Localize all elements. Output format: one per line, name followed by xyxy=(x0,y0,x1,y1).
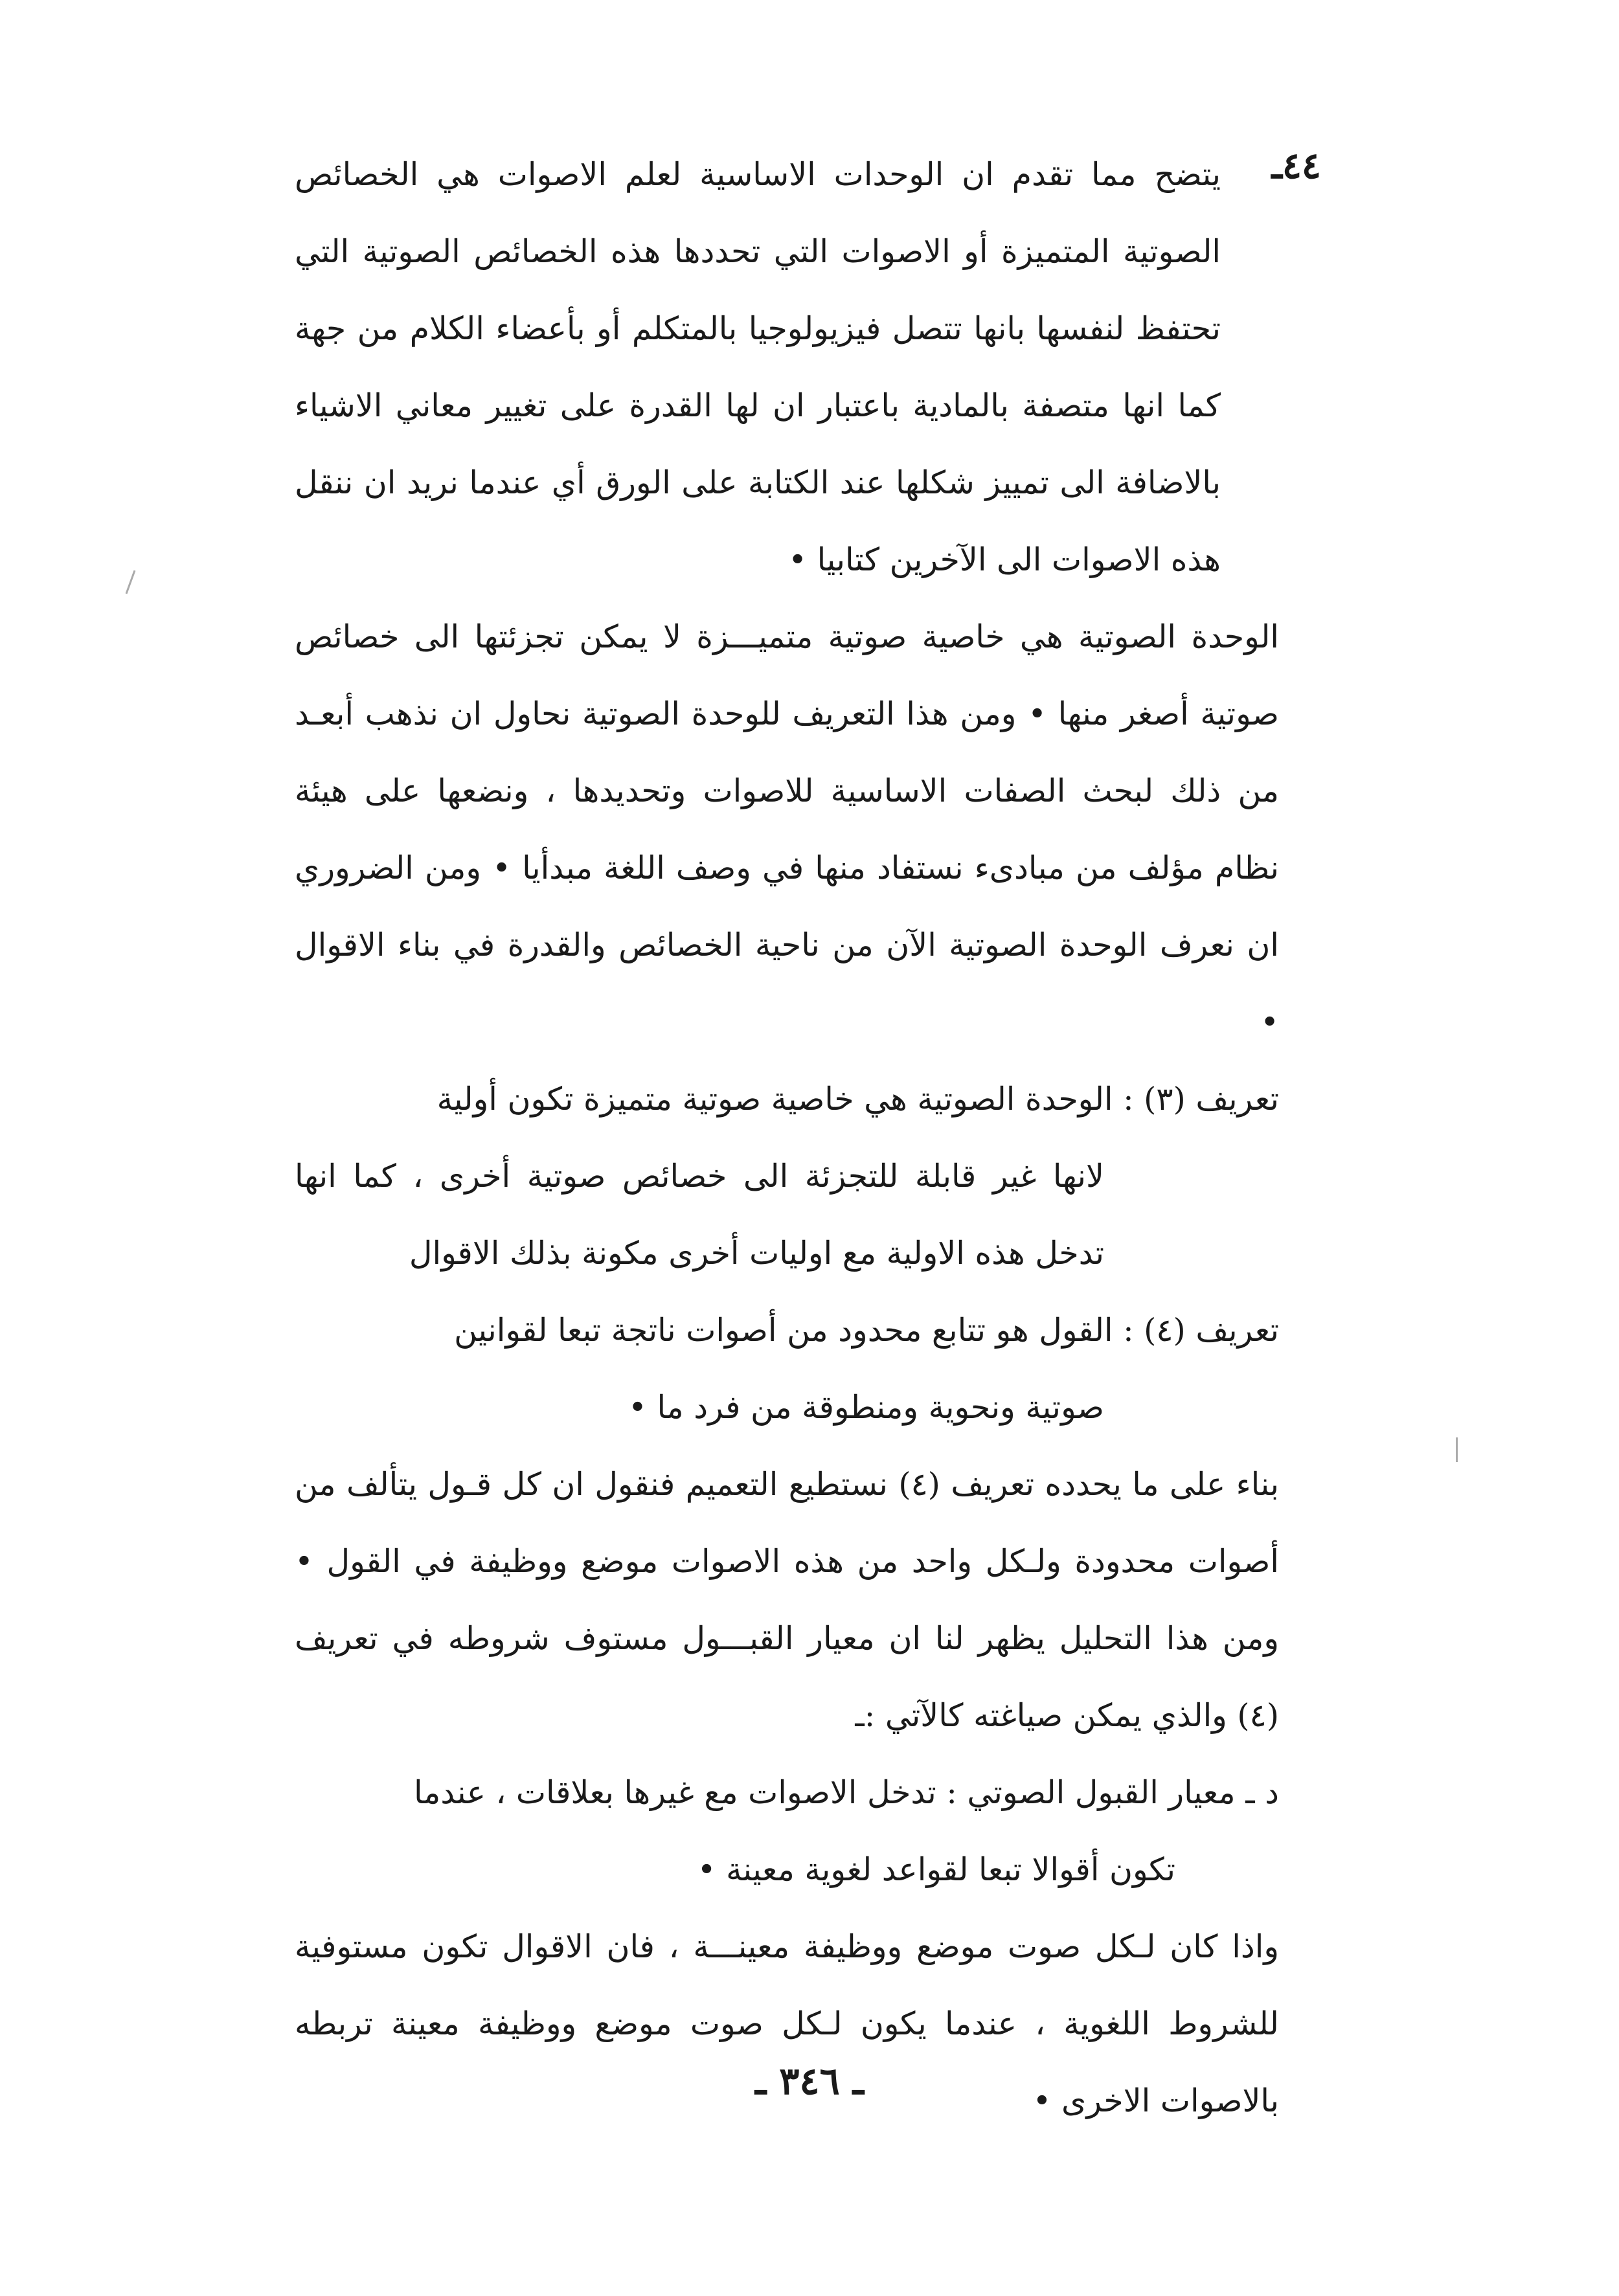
page-body xyxy=(295,136,1279,2139)
page-number: ـ ٣٤٦ ـ xyxy=(755,2059,864,2103)
definition-3 xyxy=(295,1061,1279,1292)
criterion-continuation: تكون أقوالا تبعا لقواعد لغوية معينة • xyxy=(697,1851,1175,1888)
section-number: ٤٤ـ xyxy=(1271,144,1321,187)
definition-4-continuation: صوتية ونحوية ومنطوقة من فرد ما • xyxy=(628,1389,1104,1426)
paragraph-3: بناء على ما يحدده تعريف (٤) نستطيع التعميم فنقول ان كل قـول يتألف من أصوات محدودة ولـكل واحد من هذه الاصوات موضع ووظيفة في القول • ومن هذا التحليل يظهر لنا ان معيار القبـــول مستوف شروطه في تعريف (٤) والذي يمكن صياغته كالآتي :ـ xyxy=(295,1466,1279,1734)
scan-mark xyxy=(126,570,136,594)
acceptance-criterion xyxy=(295,1754,1279,1908)
paragraph-4: واذا كان لـكل صوت موضع ووظيفة معينـــة ، فان الاقوال تكون مستوفية للشروط اللغوية ، عندما يكون لـكل صوت موضع ووظيفة معينة تربطه بالاصوات الاخرى • xyxy=(295,1928,1279,2119)
definition-4-label: تعريف (٤) : xyxy=(1123,1312,1279,1349)
scan-mark xyxy=(1456,1437,1458,1462)
definition-3-continuation: لانها غير قابلة للتجزئة الى خصائص صوتية أخرى ، كما انها تدخل هذه الاولية مع اوليات أخرى مكونة بذلك الاقوال xyxy=(295,1158,1104,1272)
criterion-first-line: تدخل الاصوات مع غيرها بعلاقات ، عندما xyxy=(414,1774,936,1811)
definition-4 xyxy=(295,1292,1279,1446)
definition-3-label: تعريف (٣) : xyxy=(1123,1081,1279,1118)
definition-3-first-line: الوحدة الصوتية هي خاصية صوتية متميزة تكون أولية xyxy=(436,1081,1113,1118)
definition-4-first-line: القول هو تتابع محدود من أصوات ناتجة تبعا لقوانين xyxy=(454,1312,1113,1349)
criterion-label: د ـ معيار القبول الصوتي : xyxy=(946,1774,1279,1811)
paragraph-2: الوحدة الصوتية هي خاصية صوتية متميـــزة لا يمكن تجزئتها الى خصائص صوتية أصغر منها • ومن هذا التعريف للوحدة الصوتية نحاول ان نذهب أبعـد من ذلك لبحث الصفات الاساسية للاصوات وتحديدها ، ونضعها على هيئة نظام مؤلف من مبادىء نستفاد منها في وصف اللغة مبدأيا • ومن الضروري ان نعرف الوحدة الصوتية الآن من ناحية الخصائص والقدرة في بناء الاقوال • xyxy=(295,618,1279,1041)
paragraph-1: يتضح مما تقدم ان الوحدات الاساسية لعلم الاصوات هي الخصائص الصوتية المتميزة أو الاصوات التي تحددها هذه الخصائص الصوتية التي تحتفظ لنفسها بانها تتصل فيزيولوجيا بالمتكلم أو بأعضاء الكلام من جهة كما انها متصفة بالمادية باعتبار ان لها القدرة على تغيير معاني الاشياء بالاضافة الى تمييز شكلها عند الكتابة على الورق أي عندما نريد ان ننقل هذه الاصوات الى الآخرين كتابيا • xyxy=(295,156,1221,578)
